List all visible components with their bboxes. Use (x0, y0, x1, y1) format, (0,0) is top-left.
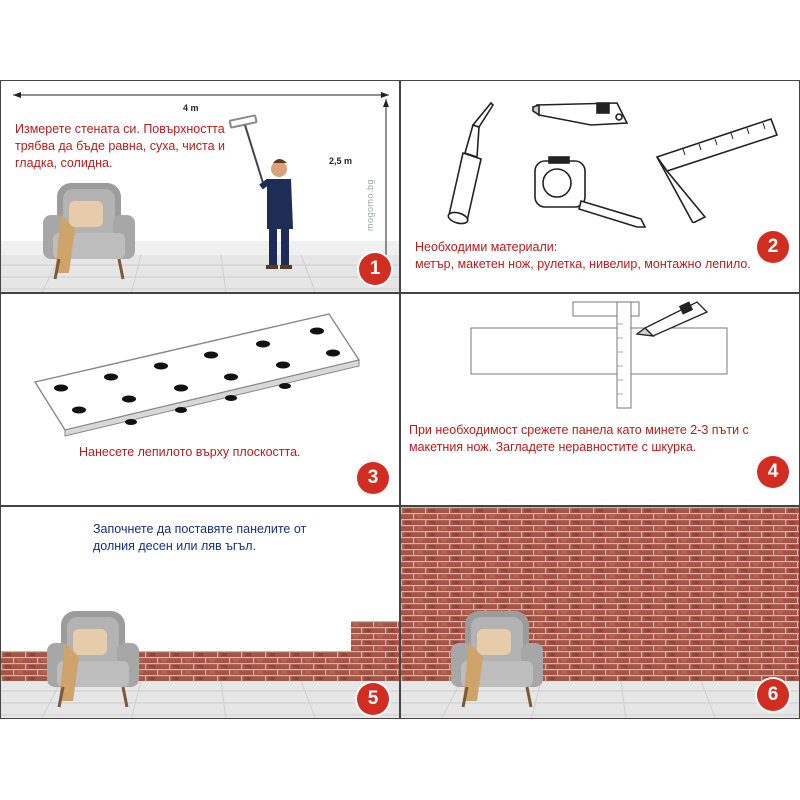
square-ruler-icon (653, 113, 783, 223)
tape-measure-icon (529, 153, 659, 233)
armchair-icon (43, 603, 153, 713)
step-2-text: метър, макетен нож, рулетка, нивелир, монтажно лепило. (415, 257, 751, 271)
step-2-panel (400, 80, 800, 293)
step-1-badge: 1 (359, 253, 391, 285)
step-6-badge: 6 (757, 679, 789, 711)
step-1-panel (0, 80, 400, 293)
step-2-badge: 2 (757, 231, 789, 263)
step-3-panel (0, 293, 400, 506)
step-6-panel (400, 506, 800, 719)
cutting-panel-illustration (467, 298, 757, 418)
step-4-text: При необходимост срежете панела като минете 2-3 пъти с макетния нож. Загладете неравностите с шкурка. (409, 423, 749, 454)
step-1-text: Измерете стената си. Повърхността трябва да бъде равна, суха, чиста и гладка, солидна. (15, 122, 225, 170)
armchair-icon (447, 603, 557, 713)
height-label: 2,5 m (329, 156, 353, 166)
step-5-badge: 5 (357, 683, 389, 715)
step-5-panel (0, 506, 400, 719)
width-label: 4 m (183, 103, 199, 113)
step-2-title: Необходими материали: (415, 240, 558, 254)
glued-panel-illustration (31, 304, 371, 444)
step-3-badge: 3 (357, 462, 389, 494)
watermark: mogomo.bg (365, 178, 375, 231)
step-5-text: Започнете да поставяте панелите от долния десен или ляв ъгъл. (93, 522, 307, 553)
armchair-icon (39, 175, 149, 285)
instruction-grid (0, 80, 800, 720)
caulk-gun-tube-icon (429, 95, 499, 225)
step-4-panel (400, 293, 800, 506)
utility-knife-icon (531, 93, 641, 137)
step-3-text: Нанесете лепилото върху плоскостта. (79, 445, 301, 459)
step-4-badge: 4 (757, 456, 789, 488)
